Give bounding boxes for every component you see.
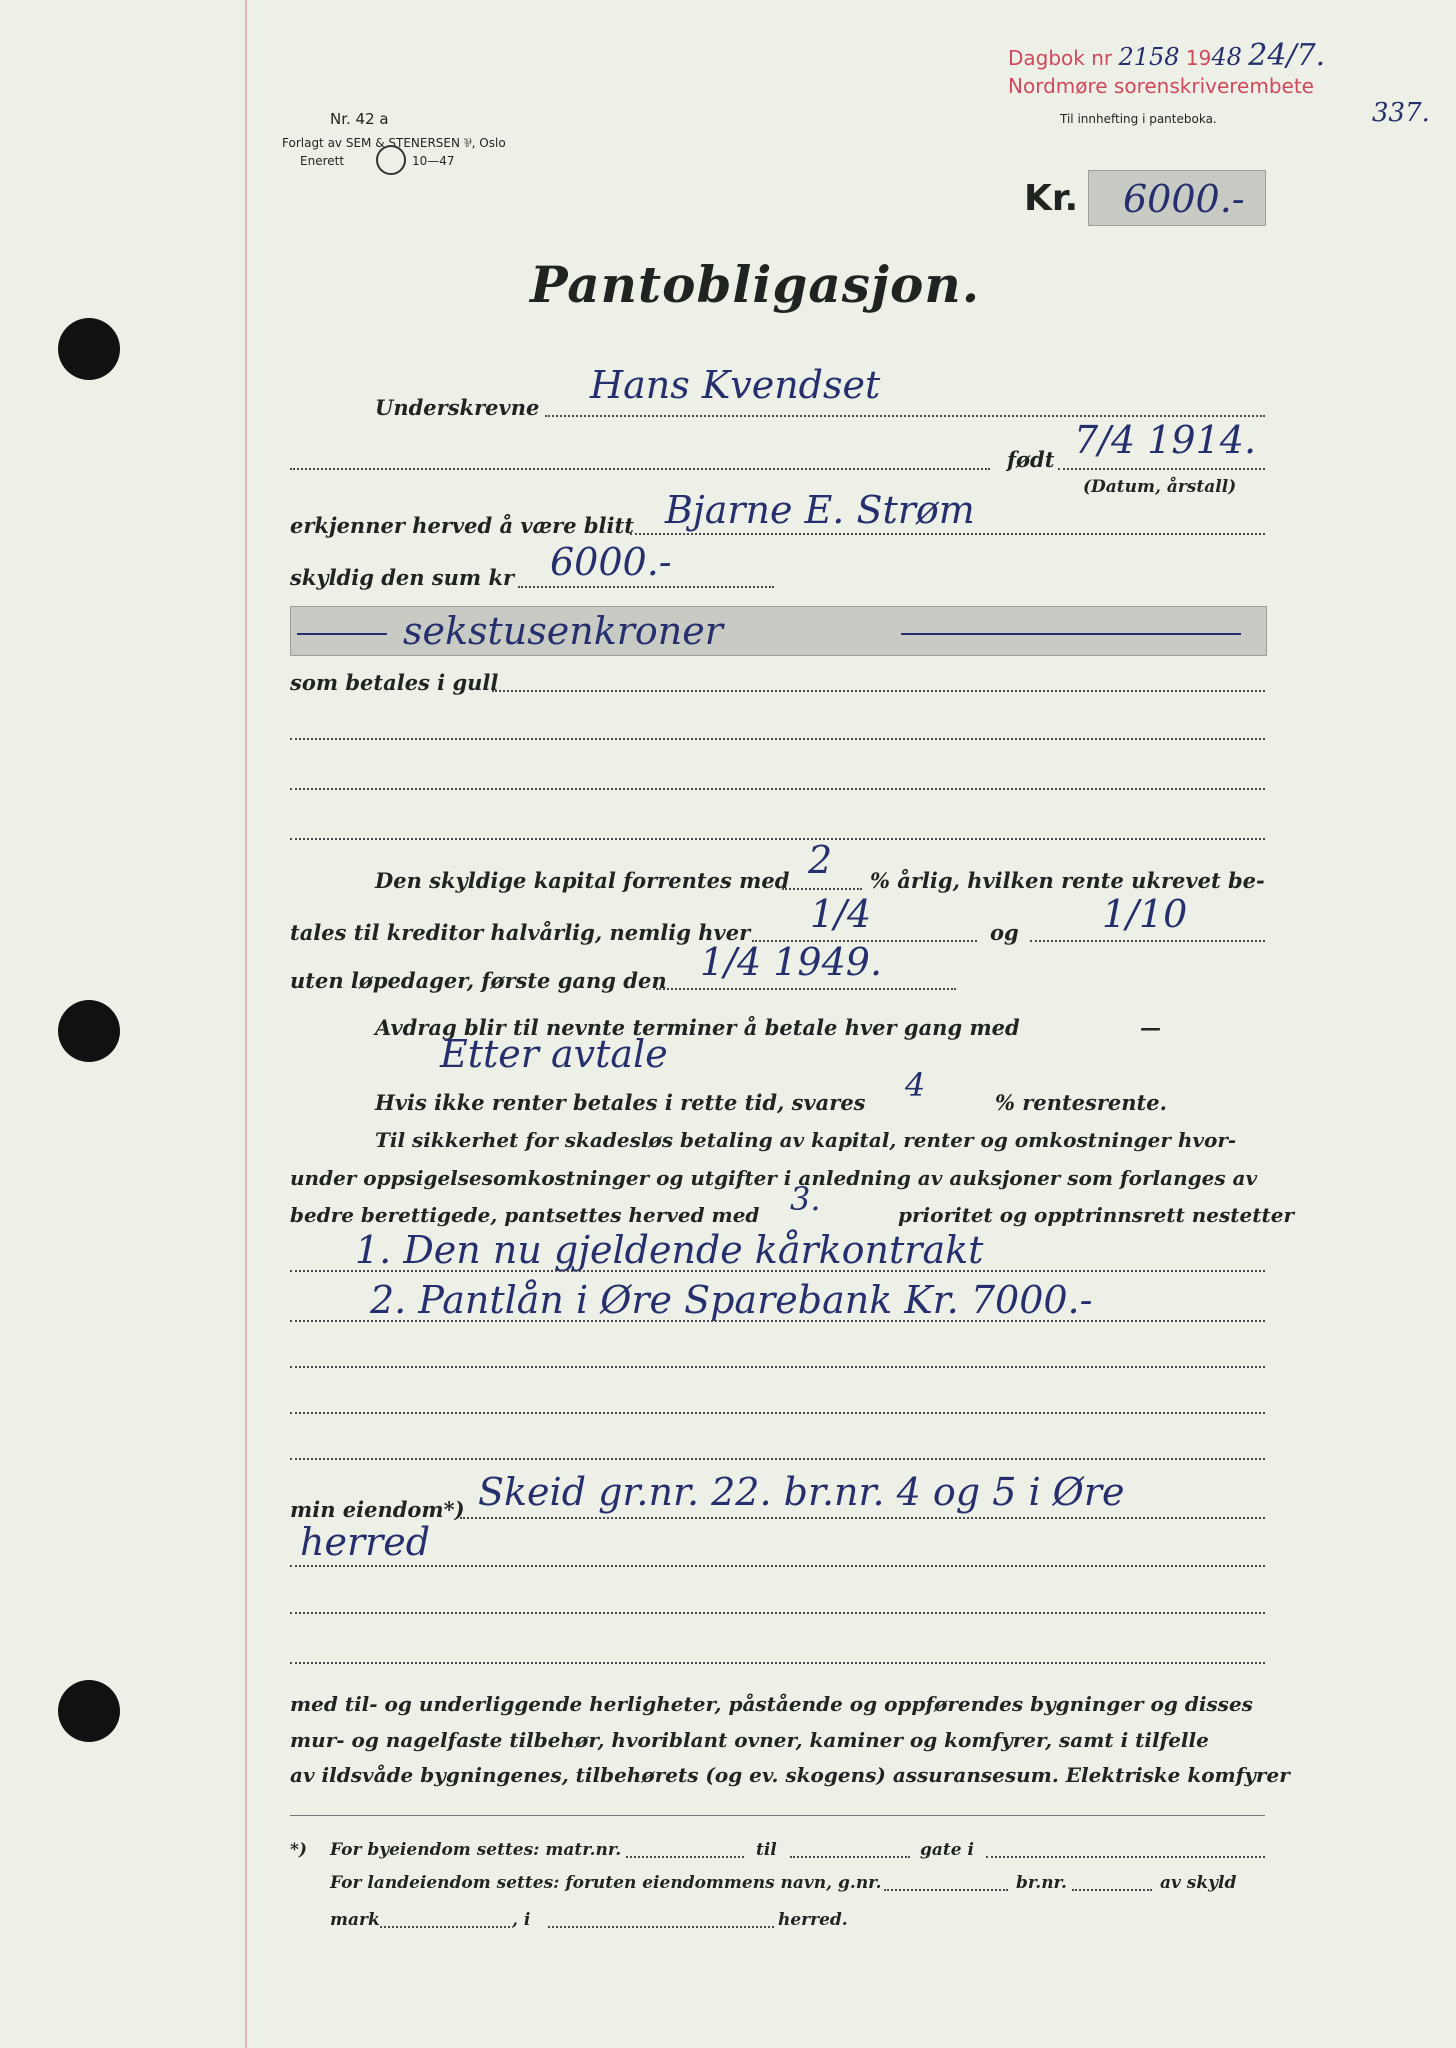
form-publisher: Forlagt av SEM & STENERSEN ⅌, Oslo	[282, 136, 506, 150]
creditor-value: Bjarne E. Strøm	[665, 488, 975, 532]
blank-line	[290, 788, 1265, 790]
page-number: 337.	[1372, 98, 1430, 128]
eiendom-line	[460, 1517, 1265, 1519]
closing-line2: mur- og nagelfaste tilbehør, hvoriblant ovner, kaminer og komfyrer, samt i tilfelle	[290, 1728, 1209, 1752]
underskrevne-label: Underskrevne	[375, 395, 540, 420]
sum-value: 6000.-	[550, 540, 672, 584]
blank-line	[290, 1412, 1265, 1414]
gull-line	[492, 690, 1265, 692]
stamp-year-prefix: 19	[1185, 46, 1212, 70]
footnote-line	[790, 1856, 910, 1858]
amount-value: 6000.-	[1123, 177, 1245, 221]
amount-box	[1088, 170, 1266, 226]
footnote-star: *)	[290, 1840, 307, 1860]
security-line3b: prioritet og opptrinnsrett nestetter	[898, 1203, 1294, 1227]
footnote-l1a: For byeiendom settes: matr.nr.	[330, 1840, 622, 1860]
form-code: 10—47	[412, 154, 455, 168]
footnote-l1c: gate i	[920, 1840, 974, 1860]
priority-value: 3.	[790, 1180, 821, 1218]
footnote-l2b: br.nr.	[1016, 1873, 1067, 1893]
footnote-line	[380, 1926, 510, 1928]
eiendom-value-2: herred	[300, 1520, 431, 1564]
publisher-logo-icon	[376, 145, 406, 175]
eiendom-value-1: Skeid gr.nr. 22. br.nr. 4 og 5 i Øre	[478, 1470, 1125, 1514]
sum-words: sekstusenkroner	[403, 609, 723, 653]
sum-words-box	[290, 606, 1267, 656]
footnote-l2a: For landeiendom settes: foruten eiendommens navn, g.nr.	[330, 1873, 882, 1893]
punch-hole	[58, 1000, 120, 1062]
footnote-l3a: mark	[330, 1910, 380, 1930]
avdrag-value: Etter avtale	[440, 1032, 668, 1076]
first-payment-date: 1/4 1949.	[700, 940, 883, 984]
footnote-l2c: av skyld	[1160, 1873, 1237, 1893]
blank-line	[290, 738, 1265, 740]
rate-line	[782, 888, 862, 890]
security-handwritten-1: 1. Den nu gjeldende kårkontrakt	[355, 1228, 984, 1272]
blank-line	[290, 1366, 1265, 1368]
interest-text-d: uten løpedager, første gang den	[290, 968, 667, 993]
gull-label: som betales i gull	[290, 670, 499, 695]
footnote-line	[1072, 1889, 1152, 1891]
footnote-l3c: herred.	[778, 1910, 848, 1930]
renter-text-b: % rentesrente.	[995, 1090, 1167, 1115]
document-title: Pantobligasjon.	[530, 255, 981, 314]
blank-line	[290, 838, 1265, 840]
footnote-line	[884, 1889, 1008, 1891]
blank-line	[290, 468, 990, 470]
underskrevne-line	[545, 415, 1265, 417]
sum-line	[518, 586, 774, 588]
security-line2: under oppsigelsesomkostninger og utgifter i anledning av auksjoner som forlanges av	[290, 1166, 1258, 1190]
avdrag-label: Avdrag blir til nevnte terminer å betale hver gang med	[375, 1015, 1020, 1040]
security-line3a: bedre berettigede, pantsettes herved med	[290, 1203, 760, 1227]
footnote-line	[986, 1856, 1265, 1858]
stamp-note: Til innhefting i panteboka.	[1060, 112, 1217, 126]
footnote-l1b: til	[756, 1840, 777, 1860]
sum-label: skyldig den sum kr	[290, 565, 515, 590]
footnote-line	[626, 1856, 744, 1858]
punch-hole	[58, 1680, 120, 1742]
stamp-prefix: Dagbok nr	[1008, 46, 1113, 70]
footnote-divider	[290, 1815, 1265, 1816]
renter-rate: 4	[905, 1066, 926, 1104]
form-number: Nr. 42 a	[330, 110, 389, 128]
blank-line	[290, 1662, 1265, 1664]
blank-line	[290, 1458, 1265, 1460]
security-line	[290, 1320, 1265, 1322]
footnote-line	[548, 1926, 774, 1928]
diary-date: 24/7.	[1248, 38, 1326, 73]
security-line1: Til sikkerhet for skadesløs betaling av kapital, renter og omkostninger hvor-	[375, 1128, 1237, 1152]
fodt-value: 7/4 1914.	[1074, 418, 1257, 462]
interest-date1: 1/4	[810, 892, 872, 936]
strike-line	[901, 633, 1241, 635]
form-enerett: Enerett	[300, 154, 345, 168]
interest-text-b: % årlig, hvilken rente ukrevet be-	[870, 868, 1265, 893]
margin-rule	[245, 0, 247, 2048]
renter-text-a: Hvis ikke renter betales i rette tid, svares	[375, 1090, 866, 1115]
datum-label: (Datum, årstall)	[1083, 477, 1237, 497]
diary-stamp-line2: Nordmøre sorenskriverembete	[1008, 74, 1314, 98]
eiendom-line	[290, 1565, 1265, 1567]
closing-line1: med til- og underliggende herligheter, påstående og oppførendes bygninger og disses	[290, 1692, 1253, 1716]
interest-text-c: tales til kreditor halvårlig, nemlig hver	[290, 920, 751, 945]
underskrevne-value: Hans Kvendset	[590, 363, 881, 407]
og-label: og	[990, 920, 1019, 945]
strike-line	[297, 633, 387, 635]
interest-date2: 1/10	[1102, 892, 1188, 936]
diary-stamp-line1	[1008, 38, 1325, 73]
creditor-label: erkjenner herved å være blitt	[290, 513, 634, 538]
creditor-line	[630, 533, 1265, 535]
punch-hole	[58, 318, 120, 380]
amount-label: Kr.	[1024, 178, 1079, 219]
security-line	[290, 1270, 1265, 1272]
diary-number: 2158	[1118, 43, 1180, 71]
fodt-line	[1058, 468, 1265, 470]
eiendom-label: min eiendom*)	[290, 1497, 465, 1522]
first-date-line	[656, 988, 956, 990]
interest-rate: 2	[808, 838, 833, 882]
closing-line3: av ildsvåde bygningenes, tilbehørets (og ev. skogens) assuransesum. Elektriske komfyrer	[290, 1763, 1290, 1787]
avdrag-dash: —	[1140, 1015, 1161, 1040]
diary-year: 48	[1211, 43, 1242, 71]
fodt-label: født	[1007, 447, 1055, 472]
security-handwritten-2: 2. Pantlån i Øre Sparebank Kr. 7000.-	[370, 1278, 1093, 1322]
date2-line	[1030, 940, 1265, 942]
interest-text-a: Den skyldige kapital forrentes med	[375, 868, 790, 893]
blank-line	[290, 1612, 1265, 1614]
footnote-l3b: , i	[512, 1910, 531, 1930]
